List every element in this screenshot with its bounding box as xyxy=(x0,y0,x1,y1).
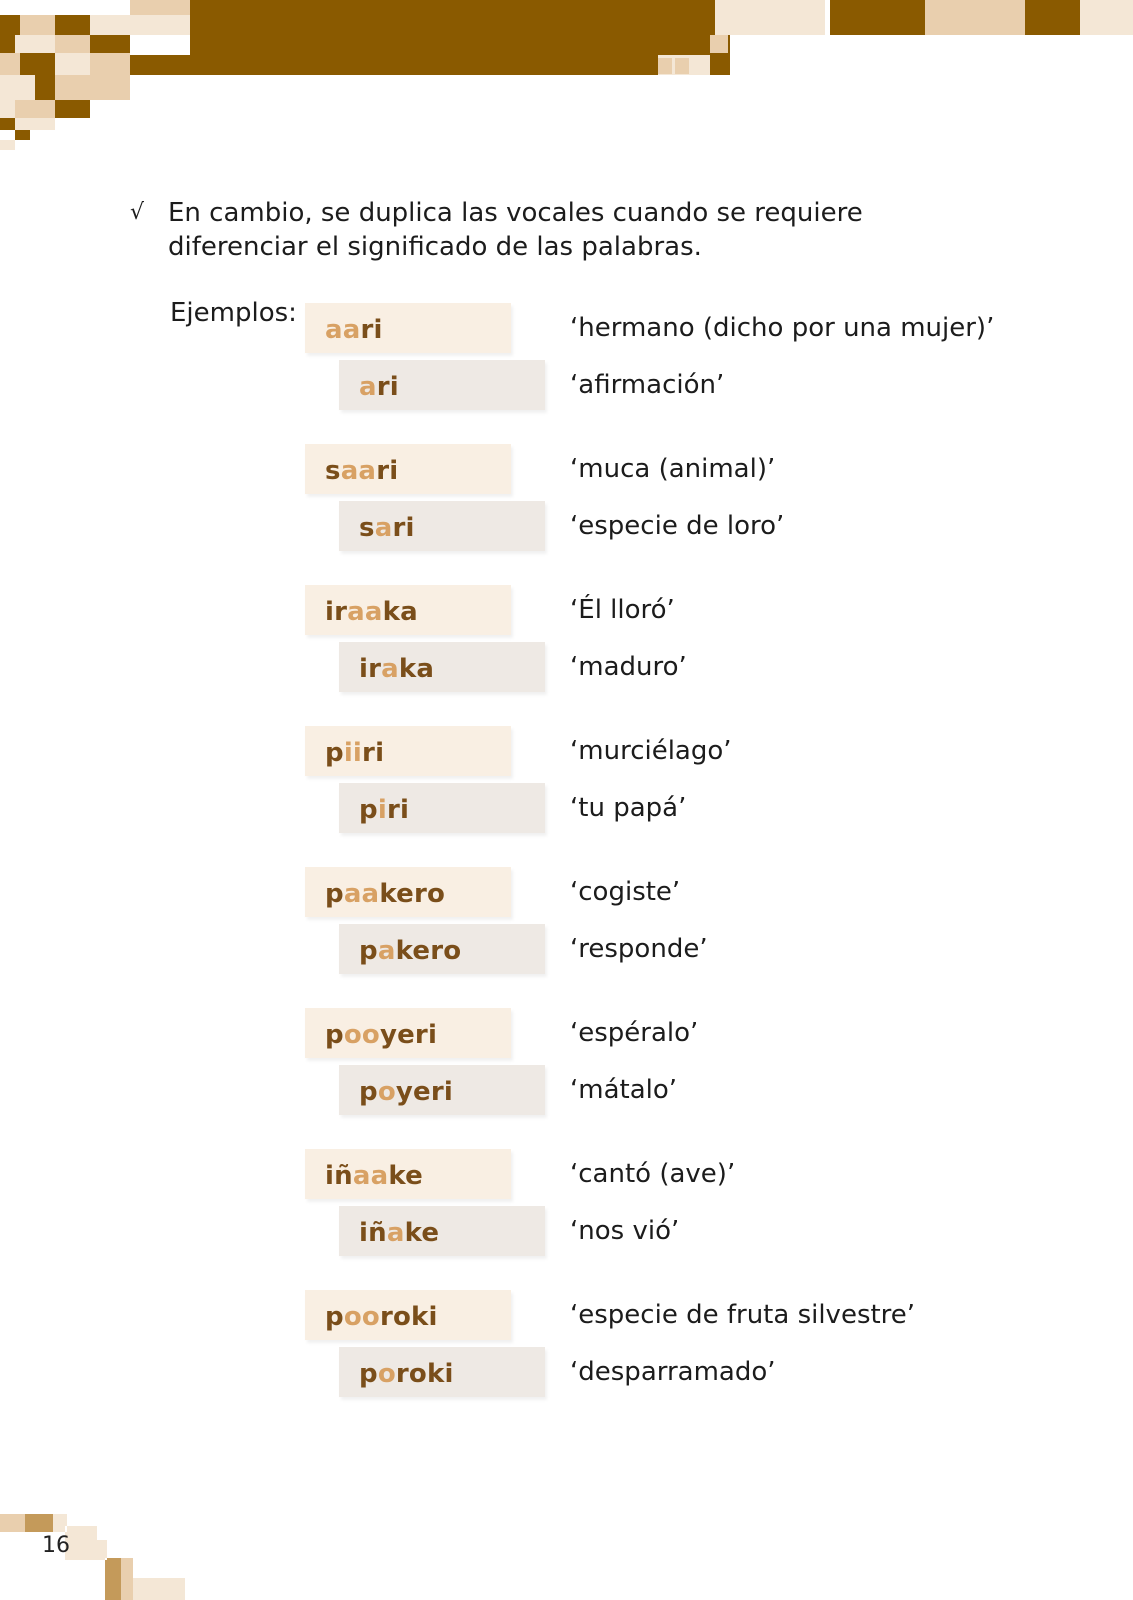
word-suffix: ka xyxy=(398,654,435,684)
word-suffix: ri xyxy=(362,738,385,768)
long-word-box xyxy=(305,867,511,917)
highlighted-vowel: a xyxy=(377,936,396,966)
highlighted-vowel: oo xyxy=(343,1302,380,1332)
word-prefix: p xyxy=(359,936,378,966)
long-word xyxy=(325,1020,437,1050)
short-word xyxy=(359,1077,453,1107)
word-prefix: s xyxy=(325,456,341,486)
highlighted-vowel: a xyxy=(386,1218,405,1248)
short-word-box xyxy=(339,1347,545,1397)
long-gloss: ‘Él lloró’ xyxy=(570,595,675,625)
long-word-box xyxy=(305,1149,511,1199)
short-word-box xyxy=(339,1206,545,1256)
long-gloss: ‘especie de fruta silvestre’ xyxy=(570,1300,916,1330)
highlighted-vowel: o xyxy=(377,1359,396,1389)
long-word xyxy=(325,456,398,486)
long-word-box xyxy=(305,726,511,776)
word-prefix: iñ xyxy=(359,1218,387,1248)
long-gloss: ‘espéralo’ xyxy=(570,1018,699,1048)
footer-block xyxy=(157,1578,185,1600)
long-word xyxy=(325,738,384,768)
long-word-box xyxy=(305,1290,511,1340)
highlighted-vowel: o xyxy=(377,1077,396,1107)
long-gloss: ‘hermano (dicho por una mujer)’ xyxy=(570,313,995,343)
footer-block xyxy=(0,1514,25,1526)
intro-text: En cambio, se duplica las vocales cuando se requiere diferenciar el significado de las palabras. xyxy=(168,198,863,262)
highlighted-vowel: i xyxy=(377,795,387,825)
footer-block xyxy=(97,1540,107,1558)
word-suffix: kero xyxy=(379,879,446,909)
word-suffix: yeri xyxy=(379,1020,438,1050)
highlighted-vowel: aa xyxy=(352,1161,389,1191)
long-word-box xyxy=(305,1008,511,1058)
highlighted-vowel: aa xyxy=(340,456,377,486)
long-word xyxy=(325,1161,423,1191)
word-prefix: ir xyxy=(325,597,348,627)
word-prefix: s xyxy=(359,513,375,543)
check-mark-icon: √ xyxy=(130,200,145,225)
word-suffix: ri xyxy=(360,315,383,345)
long-word-box xyxy=(305,303,511,353)
short-word-box xyxy=(339,1065,545,1115)
highlighted-vowel: aa xyxy=(325,315,361,345)
word-prefix: p xyxy=(359,1077,378,1107)
long-word xyxy=(325,597,418,627)
short-gloss: ‘tu papá’ xyxy=(570,793,687,823)
word-prefix: p xyxy=(325,1020,344,1050)
short-gloss: ‘nos vió’ xyxy=(570,1216,680,1246)
short-word-box xyxy=(339,924,545,974)
footer-block xyxy=(67,1526,97,1556)
footer-block xyxy=(25,1514,53,1526)
word-suffix: ke xyxy=(404,1218,440,1248)
short-word xyxy=(359,513,415,543)
word-prefix: p xyxy=(325,738,344,768)
word-suffix: ri xyxy=(392,513,415,543)
word-suffix: roki xyxy=(379,1302,438,1332)
word-suffix: ri xyxy=(386,795,410,825)
long-word xyxy=(325,1302,438,1332)
examples-label: Ejemplos: xyxy=(170,298,297,328)
highlighted-vowel: oo xyxy=(343,1020,380,1050)
footer-block xyxy=(133,1578,157,1600)
short-word xyxy=(359,372,399,402)
short-word xyxy=(359,654,434,684)
long-word-box xyxy=(305,444,511,494)
short-word-box xyxy=(339,501,545,551)
long-gloss: ‘cogiste’ xyxy=(570,877,681,907)
word-prefix: iñ xyxy=(325,1161,353,1191)
short-gloss: ‘afirmación’ xyxy=(570,370,725,400)
short-gloss: ‘mátalo’ xyxy=(570,1075,678,1105)
long-word-box xyxy=(305,585,511,635)
word-suffix: ri xyxy=(376,372,399,402)
short-gloss: ‘maduro’ xyxy=(570,652,687,682)
word-suffix: kero xyxy=(395,936,462,966)
long-word xyxy=(325,879,445,909)
short-word xyxy=(359,936,461,966)
footer-block xyxy=(107,1558,121,1600)
highlighted-vowel: aa xyxy=(343,879,380,909)
short-gloss: ‘especie de loro’ xyxy=(570,511,785,541)
word-prefix: p xyxy=(325,879,344,909)
highlighted-vowel: ii xyxy=(343,738,363,768)
long-gloss: ‘murciélago’ xyxy=(570,736,732,766)
highlighted-vowel: a xyxy=(381,654,399,684)
short-gloss: ‘responde’ xyxy=(570,934,708,964)
long-word xyxy=(325,315,383,345)
word-suffix: roki xyxy=(395,1359,454,1389)
long-gloss: ‘cantó (ave)’ xyxy=(570,1159,736,1189)
word-suffix: yeri xyxy=(395,1077,453,1107)
word-prefix: p xyxy=(325,1302,344,1332)
short-word xyxy=(359,795,409,825)
short-word-box xyxy=(339,642,545,692)
word-suffix: ke xyxy=(388,1161,423,1191)
footer-block xyxy=(53,1514,67,1526)
short-word-box xyxy=(339,783,545,833)
word-prefix: ir xyxy=(359,654,382,684)
word-prefix: p xyxy=(359,795,378,825)
word-prefix: p xyxy=(359,1359,378,1389)
highlighted-vowel: a xyxy=(374,513,393,543)
word-suffix: ri xyxy=(376,456,399,486)
long-gloss: ‘muca (animal)’ xyxy=(570,454,776,484)
word-suffix: ka xyxy=(382,597,418,627)
intro-paragraph xyxy=(130,196,1010,264)
short-word xyxy=(359,1359,454,1389)
short-word xyxy=(359,1218,439,1248)
highlighted-vowel: a xyxy=(359,372,377,402)
page-number: 16 xyxy=(42,1533,70,1558)
short-gloss: ‘desparramado’ xyxy=(570,1357,776,1387)
highlighted-vowel: aa xyxy=(347,597,383,627)
footer-block xyxy=(121,1558,133,1600)
short-word-box xyxy=(339,360,545,410)
